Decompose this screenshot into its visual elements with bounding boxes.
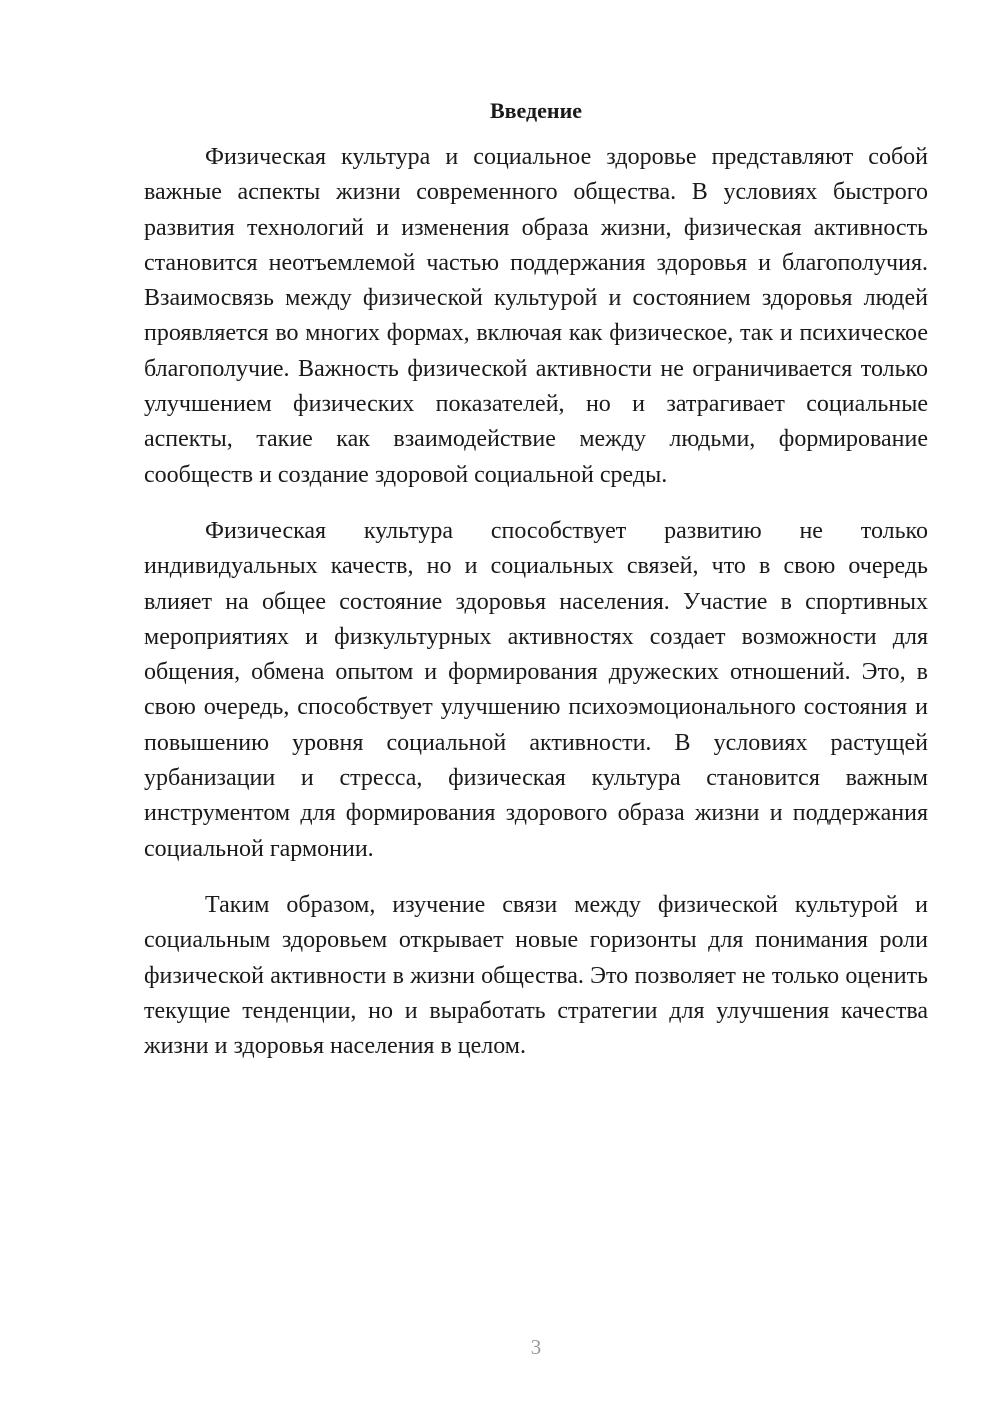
body-text bbox=[144, 140, 928, 1085]
paragraph-1: Физическая культура и социальное здоровье представляют собой важные аспекты жизни современного общества. В условиях быстрого развития технологий и изменения образа жизни, физическая активность становится неотъемлемой частью поддержания здоровья и благополучия. Взаимосвязь между физической культурой и состоянием здоровья людей проявляется во многих формах, включая как физическое, так и психическое благополучие. Важность физической активности не ограничивается только улучшением физических показателей, но и затрагивает социальные аспекты, такие как взаимодействие между людьми, формирование сообществ и создание здоровой социальной среды. bbox=[144, 144, 928, 488]
paragraph-3: Таким образом, изучение связи между физической культурой и социальным здоровьем открывает новые горизонты для понимания роли физической активности в жизни общества. Это позволяет не только оценить текущие тенденции, но и выработать стратегии для улучшения качества жизни и здоровья населения в целом. bbox=[144, 891, 928, 1060]
paragraph-2: Физическая культура способствует развитию не только индивидуальных качеств, но и социальных связей, что в свою очередь влияет на общее состояние здоровья населения. Участие в спортивных мероприятиях и физкультурных активностях создает возможности для общения, обмена опытом и формирования дружеских отношений. Это, в свою очередь, способствует улучшению психоэмоционального состояния и повышению уровня социальной активности. В условиях растущей урбанизации и стресса, физическая культура становится важным инструментом для формирования здорового образа жизни и поддержания социальной гармонии. bbox=[144, 517, 928, 862]
section-title: Введение bbox=[489, 98, 583, 123]
page-number: 3 bbox=[530, 1335, 542, 1359]
